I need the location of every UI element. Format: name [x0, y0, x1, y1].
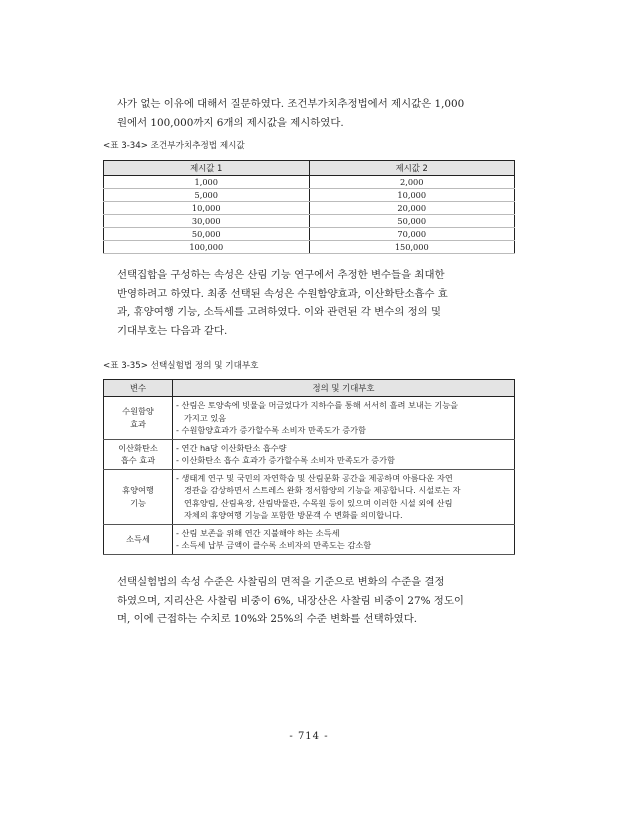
- variable-cell: [104, 469, 173, 524]
- paragraph-line: 과, 휴양여행 기능, 소득세를 고려하였다. 이와 관련된 각 변수의 정의 및: [117, 306, 441, 318]
- column-header: 제시값 1: [104, 161, 310, 176]
- table-caption-3-35: <표 3-35> 선택실험법 정의 및 기대부호: [103, 361, 259, 371]
- definition-line: - 소득세 납부 금액이 클수록 소비자의 만족도는 감소함: [176, 540, 372, 550]
- table-cell: 2,000: [309, 176, 515, 189]
- variable-line: 소득세: [126, 533, 150, 544]
- paragraph-line: 선택실험법의 속성 수준은 사찰림의 면적을 기준으로 변화의 수준을 결정: [117, 576, 445, 588]
- paragraph-line: 선택집합을 구성하는 속성은 산림 기능 연구에서 추정한 변수들을 최대한: [117, 269, 445, 281]
- definition-line: - 수원함양효과가 증가할수록 소비자 만족도가 증가함: [176, 425, 366, 435]
- table-row: [104, 228, 515, 241]
- table-cell: 5,000: [104, 189, 310, 202]
- table-row: [104, 215, 515, 228]
- table-row: [104, 439, 515, 469]
- paragraph-line: 기대부호는 다음과 같다.: [117, 324, 228, 337]
- table-header-row: [104, 380, 515, 397]
- column-header: 제시값 2: [309, 161, 515, 176]
- column-header: 정의 및 기대부호: [173, 380, 515, 397]
- definition-cell: [173, 524, 515, 554]
- definition-line: - 이산화탄소 흡수 효과가 증가할수록 소비자 만족도가 증가함: [176, 455, 395, 465]
- column-header: 변수: [104, 380, 173, 397]
- definition-cell: [173, 469, 515, 524]
- definition-line: - 생태계 연구 및 국민의 자연학습 및 산림문화 공간을 제공하며 아름다운 자연: [176, 472, 453, 483]
- variable-line: 휴양여행: [122, 485, 154, 495]
- variable-cell: [104, 439, 173, 469]
- table-cell: 10,000: [309, 189, 515, 202]
- table-caption-3-34: <표 3-34> 조건부가치추정법 제시값: [103, 141, 245, 151]
- table-row: [104, 469, 515, 524]
- variable-line: 흡수 효과: [120, 455, 156, 465]
- definition-cell: [173, 397, 515, 440]
- variable-line: 이산화탄소: [118, 442, 158, 453]
- definition-line: 자체의 휴양여행 기능을 포함한 방문객 수 변화를 의미합니다.: [184, 510, 403, 520]
- definition-cell: [173, 439, 515, 469]
- table-cell: 100,000: [104, 241, 310, 254]
- attributes-paragraph: [117, 266, 521, 340]
- paragraph-line: 며, 이에 근접하는 수치로 10%와 25%의 수준 변화를 선택하였다.: [117, 613, 418, 625]
- offer-values-table: [103, 160, 515, 254]
- table-row: [104, 524, 515, 554]
- table-cell: 70,000: [309, 228, 515, 241]
- table-row: [104, 176, 515, 189]
- paragraph-line: 반영하려고 하였다. 최종 선택된 속성은 수원함양효과, 이산화탄소흡수 효: [117, 287, 448, 300]
- intro-paragraph: [117, 95, 521, 132]
- variable-line: 수원함양: [122, 406, 154, 417]
- paragraph-line: 하였으며, 지리산은 사찰림 비중이 6%, 내장산은 사찰림 비중이 27% 정도이: [117, 594, 464, 607]
- definition-line: 가지고 있음: [184, 412, 227, 423]
- definition-line: - 연간 ha당 이산화탄소 흡수량: [176, 442, 287, 453]
- table-cell: 1,000: [104, 176, 310, 189]
- page-number: - 714 -: [289, 731, 329, 742]
- variable-cell: [104, 524, 173, 554]
- table-row: [104, 202, 515, 215]
- definition-line: - 산림 보존을 위해 연간 지불해야 하는 소득세: [176, 527, 340, 538]
- levels-paragraph: [117, 573, 521, 629]
- table-cell: 150,000: [309, 241, 515, 254]
- variable-line: 효과: [130, 418, 146, 429]
- paragraph-line: 사가 없는 이유에 대해서 질문하였다. 조건부가치추정법에서 제시값은 1,000: [117, 98, 465, 110]
- table-cell: 10,000: [104, 202, 310, 215]
- table-row: [104, 397, 515, 440]
- variable-cell: [104, 397, 173, 440]
- table-cell: 20,000: [309, 202, 515, 215]
- table-cell: 50,000: [309, 215, 515, 228]
- table-cell: 30,000: [104, 215, 310, 228]
- variable-line: 기능: [130, 497, 146, 508]
- paragraph-line: 원에서 100,000까지 6개의 제시값을 제시하였다.: [117, 116, 344, 129]
- definition-line: - 산림은 토양속에 빗물을 머금었다가 지하수를 통해 서서히 흘려 보내는 기능을: [176, 400, 459, 410]
- choice-experiment-table: [103, 379, 515, 555]
- definition-line: 경관을 감상하면서 스트레스 완화 정서함양의 기능을 제공합니다. 시설로는 자: [184, 485, 461, 495]
- table-row: [104, 189, 515, 202]
- definition-line: 연휴양림, 산림욕장, 산림박물관, 수목원 등이 있으며 이러한 시설 외에 산림: [184, 497, 453, 508]
- table-header-row: [104, 161, 515, 176]
- table-row: [104, 241, 515, 254]
- table-cell: 50,000: [104, 228, 310, 241]
